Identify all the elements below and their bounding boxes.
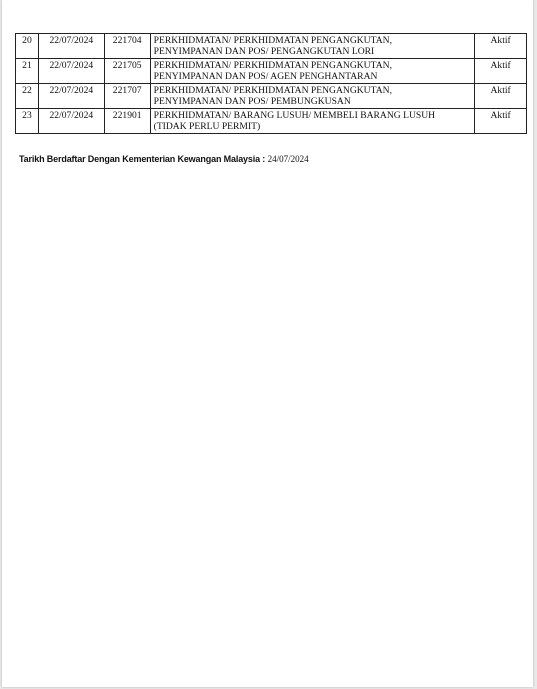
row-status: Aktif: [475, 109, 527, 134]
row-status: Aktif: [475, 34, 527, 59]
row-description: [150, 59, 475, 84]
table-row: [16, 34, 527, 59]
document-page: [2, 0, 533, 687]
description-line-2: (TIDAK PERLU PERMIT): [153, 121, 261, 132]
row-number: 22: [16, 84, 39, 109]
registration-date-label: Tarikh Berdaftar Dengan Kementerian Kewangan Malaysia :: [19, 154, 266, 164]
description-line-2: PENYIMPANAN DAN POS/ AGEN PENGHANTARAN: [153, 71, 378, 82]
row-number: 20: [16, 34, 39, 59]
row-code: 221901: [104, 109, 150, 134]
row-date: 22/07/2024: [38, 109, 104, 134]
registration-date-value: 24/07/2024: [267, 154, 309, 164]
row-number: 21: [16, 59, 39, 84]
description-line-1: PERKHIDMATAN/ PERKHIDMATAN PENGANGKUTAN,: [153, 35, 392, 46]
description-line-1: PERKHIDMATAN/ PERKHIDMATAN PENGANGKUTAN,: [153, 85, 392, 96]
description-line-2: PENYIMPANAN DAN POS/ PEMBUNGKUSAN: [153, 96, 351, 107]
row-code: 221707: [104, 84, 150, 109]
description-line-1: PERKHIDMATAN/ PERKHIDMATAN PENGANGKUTAN,: [153, 60, 392, 71]
row-description: [150, 84, 475, 109]
table-row: [16, 59, 527, 84]
row-code: 221704: [104, 34, 150, 59]
row-status: Aktif: [475, 59, 527, 84]
table-row: [16, 109, 527, 134]
row-description: [150, 34, 475, 59]
registration-date-line: [19, 154, 309, 165]
row-date: 22/07/2024: [38, 59, 104, 84]
row-date: 22/07/2024: [38, 34, 104, 59]
row-description: [150, 109, 475, 134]
description-line-2: PENYIMPANAN DAN POS/ PENGANGKUTAN LORI: [153, 46, 375, 57]
row-date: 22/07/2024: [38, 84, 104, 109]
row-status: Aktif: [475, 84, 527, 109]
row-code: 221705: [104, 59, 150, 84]
row-number: 23: [16, 109, 39, 134]
registration-codes-table: [15, 33, 527, 134]
description-line-1: PERKHIDMATAN/ BARANG LUSUH/ MEMBELI BARANG LUSUH: [153, 110, 436, 121]
table-row: [16, 84, 527, 109]
